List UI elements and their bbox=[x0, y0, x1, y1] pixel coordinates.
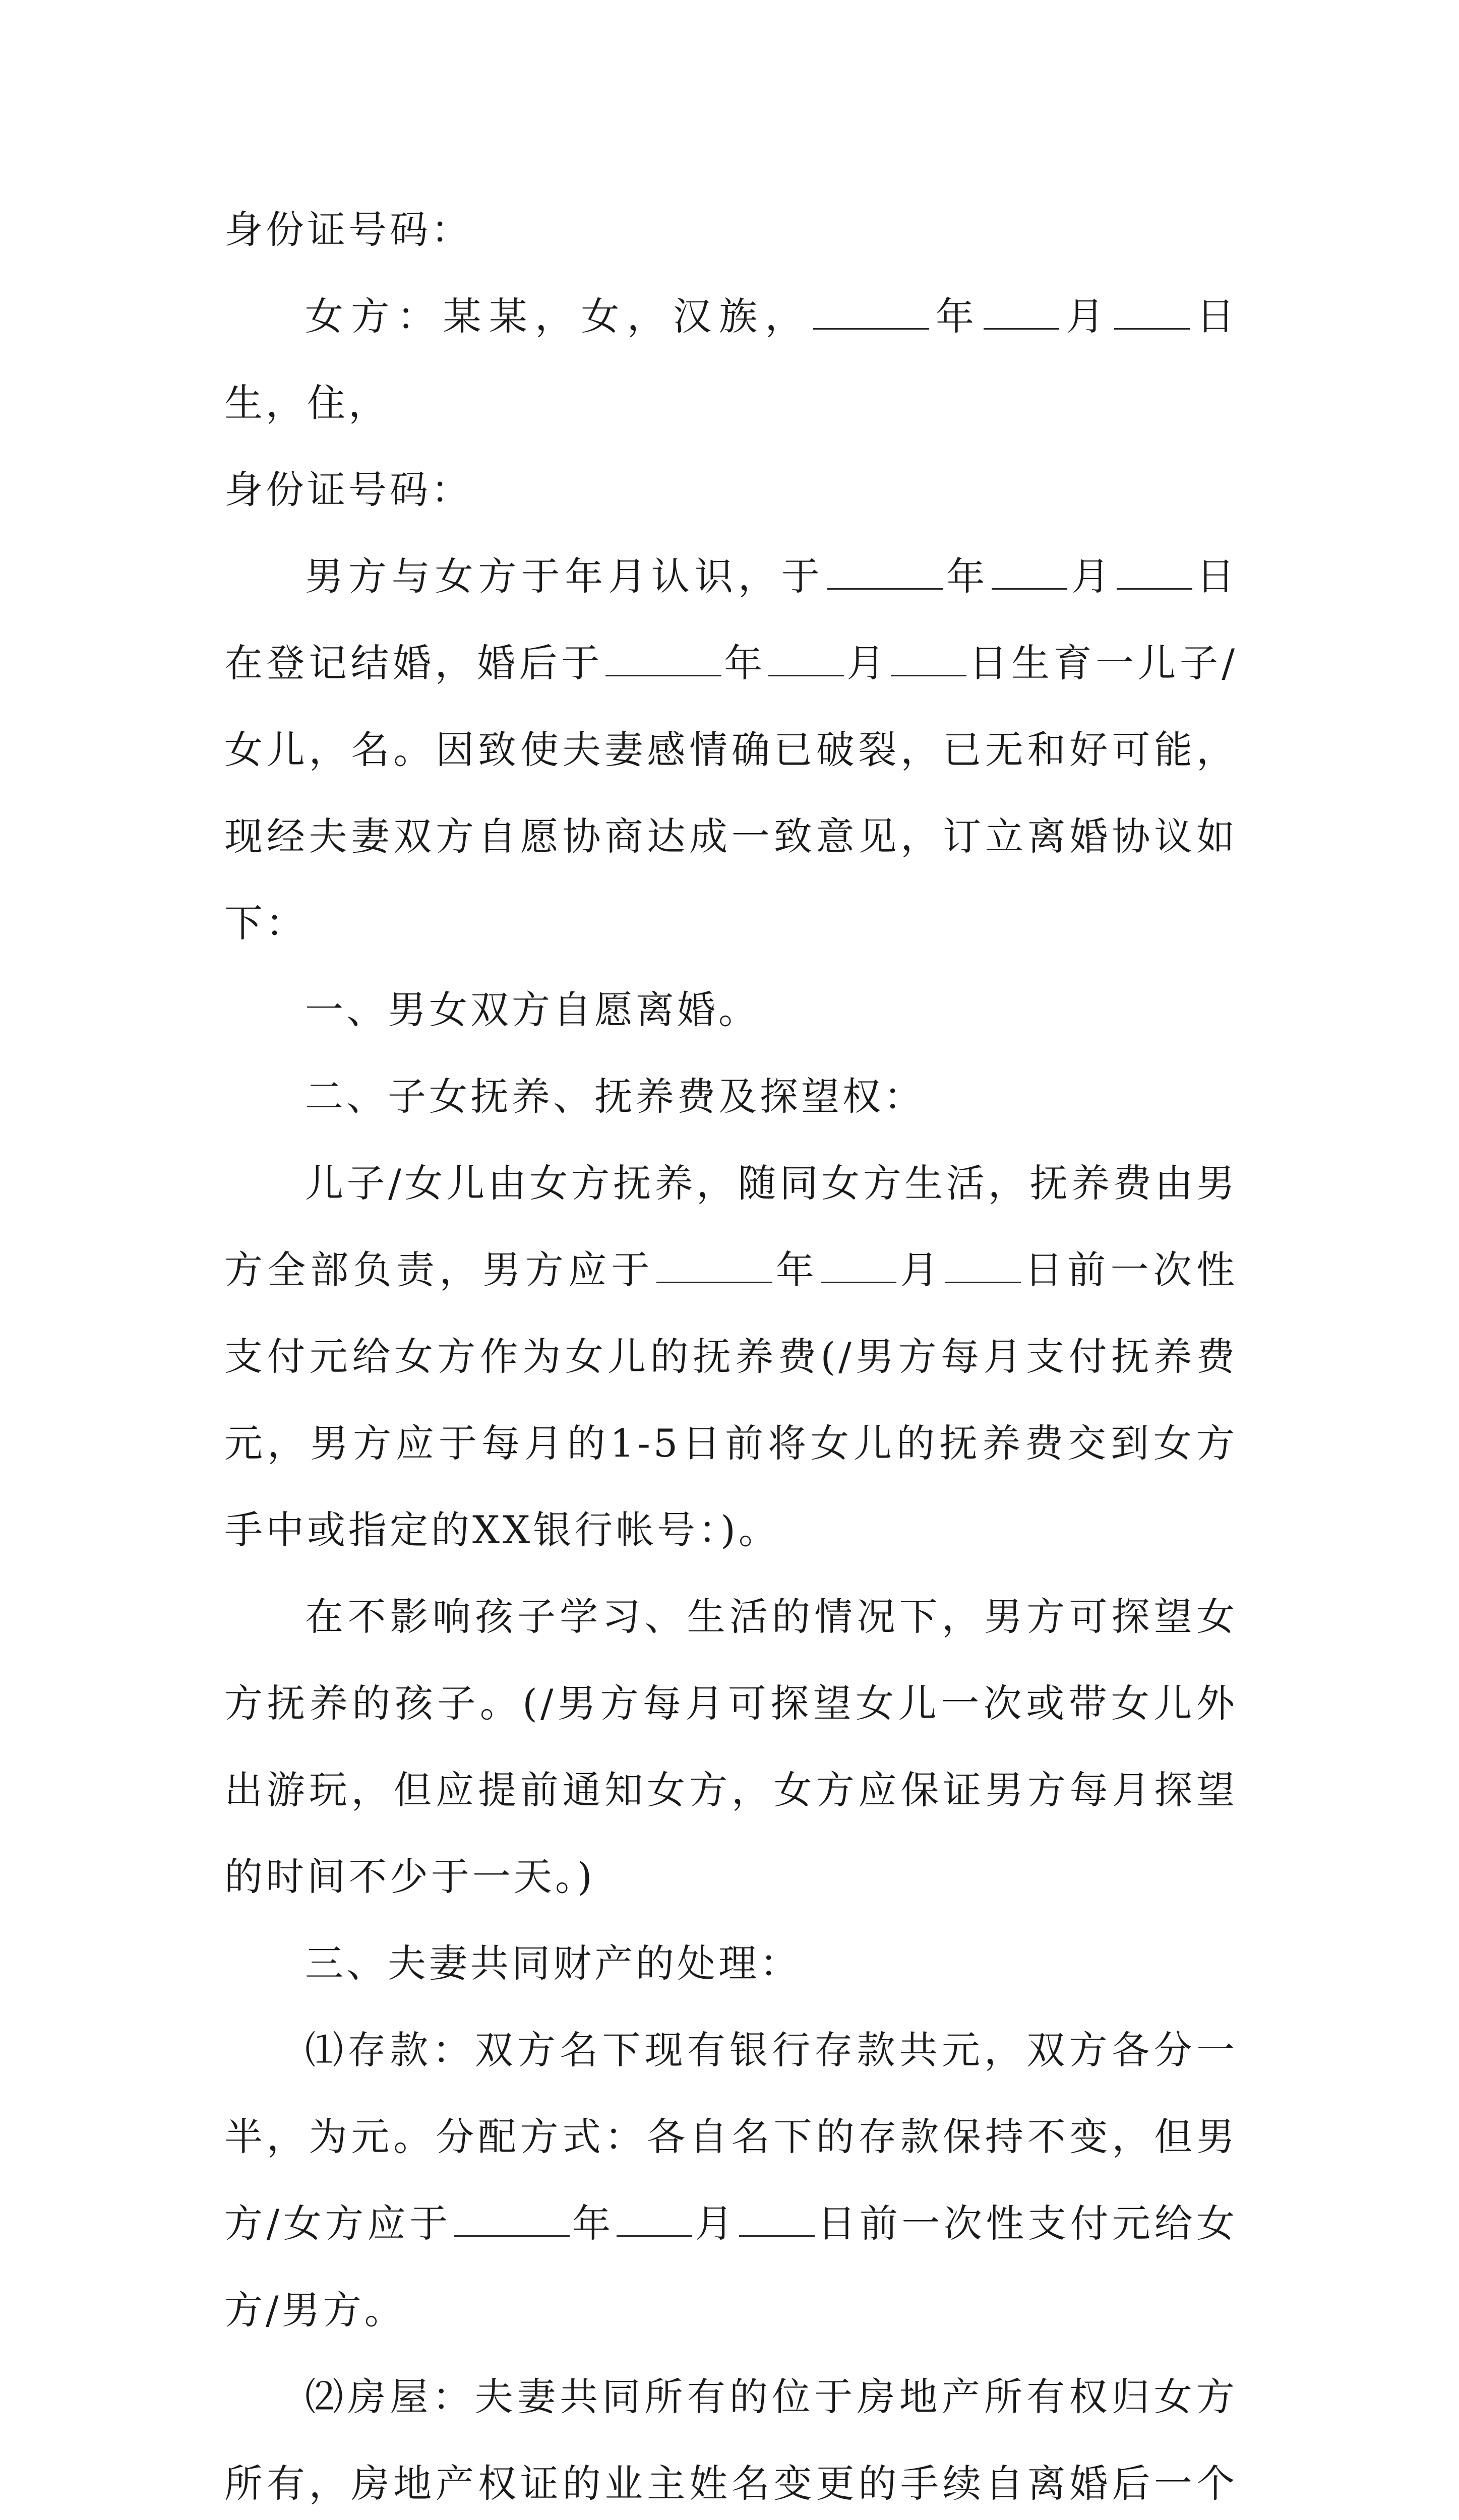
paragraph-p7 bbox=[224, 1140, 1238, 1573]
paragraph-p3 bbox=[224, 447, 1238, 533]
month-blank bbox=[768, 637, 844, 676]
year-blank bbox=[813, 290, 929, 330]
day-blank bbox=[945, 1243, 1021, 1283]
text-segment: 日前一次性支付元给女方作为女儿的抚养费(/男方每月支付抚养费元，男方应于每月的1-5日前将女儿的抚养费交到女方手中或指定的XX银行帐号：)。 bbox=[224, 1247, 1238, 1552]
text-segment: 年 bbox=[723, 641, 766, 685]
text-segment: ⑵房屋：夫妻共同所有的位于房地产所有权归女方所有，房地产权证的业主姓名变更的手续自离婚后一个 bbox=[224, 2374, 1238, 2506]
paragraph-p1 bbox=[224, 186, 1238, 273]
text-segment: 女方：某某，女，汉族， bbox=[305, 294, 811, 339]
text-segment: 二、子女抚养、抚养费及探望权： bbox=[305, 1074, 925, 1119]
paragraph-p9 bbox=[224, 1920, 1238, 2007]
text-segment: 日在登记结婚，婚后于 bbox=[224, 554, 1238, 685]
text-segment: 身份证号码： bbox=[224, 467, 472, 512]
text-segment: 在不影响孩子学习、生活的情况下，男方可探望女方抚养的孩子。(/男方每月可探望女儿一次或带女儿外出游玩，但应提前通知女方，女方应保证男方每月探望的时间不少于一天。) bbox=[224, 1594, 1238, 1899]
text-segment: 日生育一儿子/女儿，名。因致使夫妻感情确已破裂，已无和好可能，现经夫妻双方自愿协商达成一致意见，订立离婚协议如下： bbox=[224, 641, 1238, 946]
paragraph-p4 bbox=[224, 533, 1238, 967]
text-segment: 男方与女方于年月认识，于 bbox=[305, 554, 825, 599]
day-blank bbox=[1117, 550, 1192, 590]
text-segment: 年 bbox=[571, 2201, 615, 2246]
day-blank bbox=[891, 637, 966, 676]
year-blank bbox=[454, 2197, 570, 2237]
paragraph-p5 bbox=[224, 967, 1238, 1053]
text-segment: 月 bbox=[845, 641, 889, 685]
month-blank bbox=[984, 290, 1059, 330]
paragraph-p6 bbox=[224, 1053, 1238, 1140]
day-blank bbox=[1114, 290, 1190, 330]
text-segment: 月 bbox=[1069, 554, 1115, 599]
paragraph-p11 bbox=[224, 2354, 1238, 2520]
paragraph-p2 bbox=[224, 273, 1238, 447]
month-blank bbox=[821, 1243, 896, 1283]
text-segment: 日前一次性支付元给女方/男方。 bbox=[224, 2201, 1238, 2333]
text-segment: 三、夫妻共同财产的处理： bbox=[305, 1941, 801, 1986]
text-segment: 年 bbox=[944, 554, 990, 599]
year-blank bbox=[827, 550, 943, 590]
text-segment: 月 bbox=[694, 2201, 737, 2246]
text-segment: 月 bbox=[898, 1247, 943, 1292]
text-segment: 年 bbox=[931, 294, 982, 339]
agreement-body bbox=[224, 186, 1238, 2520]
year-blank bbox=[605, 637, 721, 676]
day-blank bbox=[739, 2197, 815, 2237]
text-segment: ⑴存款：双方名下现有银行存款共元，双方各分一半，为元。分配方式：各自名下的存款保持不变，但男方/女方应于 bbox=[224, 2028, 1238, 2246]
text-segment: 月 bbox=[1061, 294, 1112, 339]
paragraph-p10 bbox=[224, 2007, 1238, 2354]
month-blank bbox=[992, 550, 1067, 590]
text-segment: 年 bbox=[774, 1247, 819, 1292]
month-blank bbox=[617, 2197, 692, 2237]
text-segment: 一、男女双方自愿离婚。 bbox=[305, 987, 760, 1032]
text-segment: 儿子/女儿由女方抚养，随同女方生活，抚养费由男方全部负责，男方应于 bbox=[224, 1161, 1238, 1292]
year-blank bbox=[656, 1243, 772, 1283]
text-segment: 身份证号码： bbox=[224, 207, 472, 252]
text-segment: 日生，住， bbox=[224, 294, 1238, 425]
paragraph-p8 bbox=[224, 1573, 1238, 1920]
